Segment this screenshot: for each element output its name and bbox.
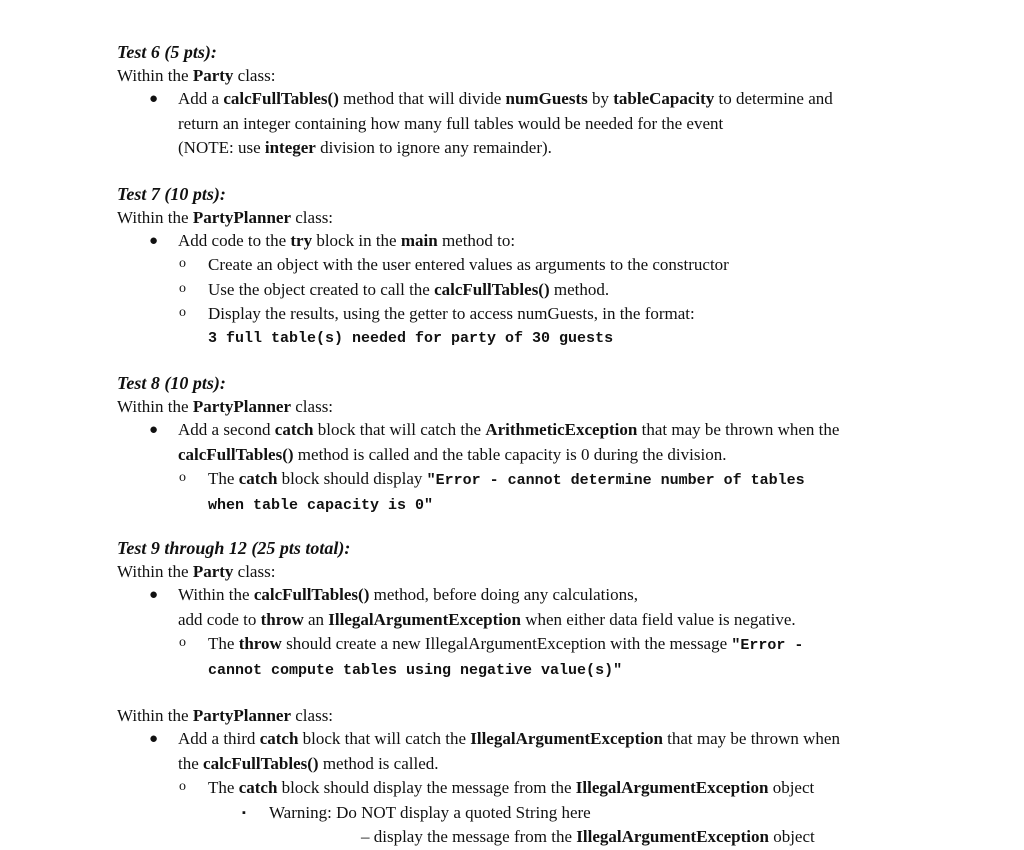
bullet-icon: ●: [149, 91, 159, 107]
test-10-warning: ▪ Warning: Do NOT display a quoted String here: [117, 801, 1007, 826]
test-7-section: [117, 182, 1007, 352]
bullet-icon: ●: [149, 587, 159, 603]
test-9-12-heading: Test 9 through 12 (25 pts total):: [117, 538, 351, 558]
circle-bullet-icon: o: [179, 280, 186, 296]
test-8-bullet-1: ● Add a second catch block that will catch the ArithmeticException that may be thrown when the calcFullTables() method is called and the table capacity is 0 during the division.: [149, 420, 840, 464]
square-bullet-icon: ▪: [242, 806, 246, 819]
test-7-sub-2: o Use the object created to call the calcFullTables() method.: [117, 278, 1007, 303]
bullet-icon: ●: [149, 731, 159, 747]
test-7-heading: Test 7 (10 pts):: [117, 183, 226, 204]
test-10-within: Within the PartyPlanner class:: [117, 706, 334, 725]
bullet-icon: ●: [149, 232, 159, 249]
test-9-sub-1: o The throw should create a new IllegalArgumentException with the message "Error - cannot compute tables using negative value(s)": [117, 632, 1007, 683]
test-10-bullet-1: ● Add a third catch block that will catch the IllegalArgumentException that may be thrown when the calcFullTables() method is called.: [149, 729, 840, 773]
circle-bullet-icon: o: [179, 470, 186, 485]
test-6-section: [117, 40, 1007, 161]
test-8-heading: Test 8 (10 pts):: [117, 373, 226, 393]
circle-bullet-icon: o: [179, 305, 186, 320]
test-9-bullet-1: ● Within the calcFullTables() method, before doing any calculations, add code to throw an IllegalArgumentException when either data field value is negative.: [149, 585, 796, 629]
test-6-bullet-1: ● Add a calcFullTables() method that will divide numGuests by tableCapacity to determine and return an integer containing how many full tables would be needed for the event (NOTE: use integer division to ignore any remainder).: [149, 89, 833, 157]
test-6-heading: Test 6 (5 pts):: [117, 42, 217, 62]
test-8-sub-1: o The catch block should display "Error - cannot determine number of tables when table capacity is 0": [117, 467, 1007, 518]
test-8-section: [117, 371, 1007, 518]
circle-bullet-icon: o: [179, 256, 186, 271]
test-10-sub-1: o The catch block should display the message from the IllegalArgumentException object: [117, 776, 1007, 801]
test-7-bullet-1: ● Add code to the try block in the main method to:: [117, 229, 1007, 254]
document: [117, 40, 1007, 850]
partyplanner-third-catch-section: [117, 704, 1007, 850]
test-7-within: Within the PartyPlanner class:: [117, 207, 334, 227]
test-6-within: Within the Party class:: [117, 66, 276, 85]
test-10-warning-continued: – display the message from the IllegalArgumentException object: [361, 827, 815, 846]
test-7-sub-3: o Display the results, using the getter to access numGuests, in the format: 3 full table(s) needed for party of 30 guests: [117, 302, 1007, 351]
test-9-12-section: [117, 536, 1007, 683]
circle-bullet-icon: o: [179, 635, 186, 650]
circle-bullet-icon: o: [179, 779, 186, 794]
test-7-sub-1: o Create an object with the user entered values as arguments to the constructor: [117, 253, 1007, 278]
test-7-output-format: 3 full table(s) needed for party of 30 guests: [208, 329, 614, 347]
test-9-within: Within the Party class:: [117, 562, 276, 581]
test-8-within: Within the PartyPlanner class:: [117, 397, 334, 416]
bullet-icon: ●: [149, 422, 159, 438]
